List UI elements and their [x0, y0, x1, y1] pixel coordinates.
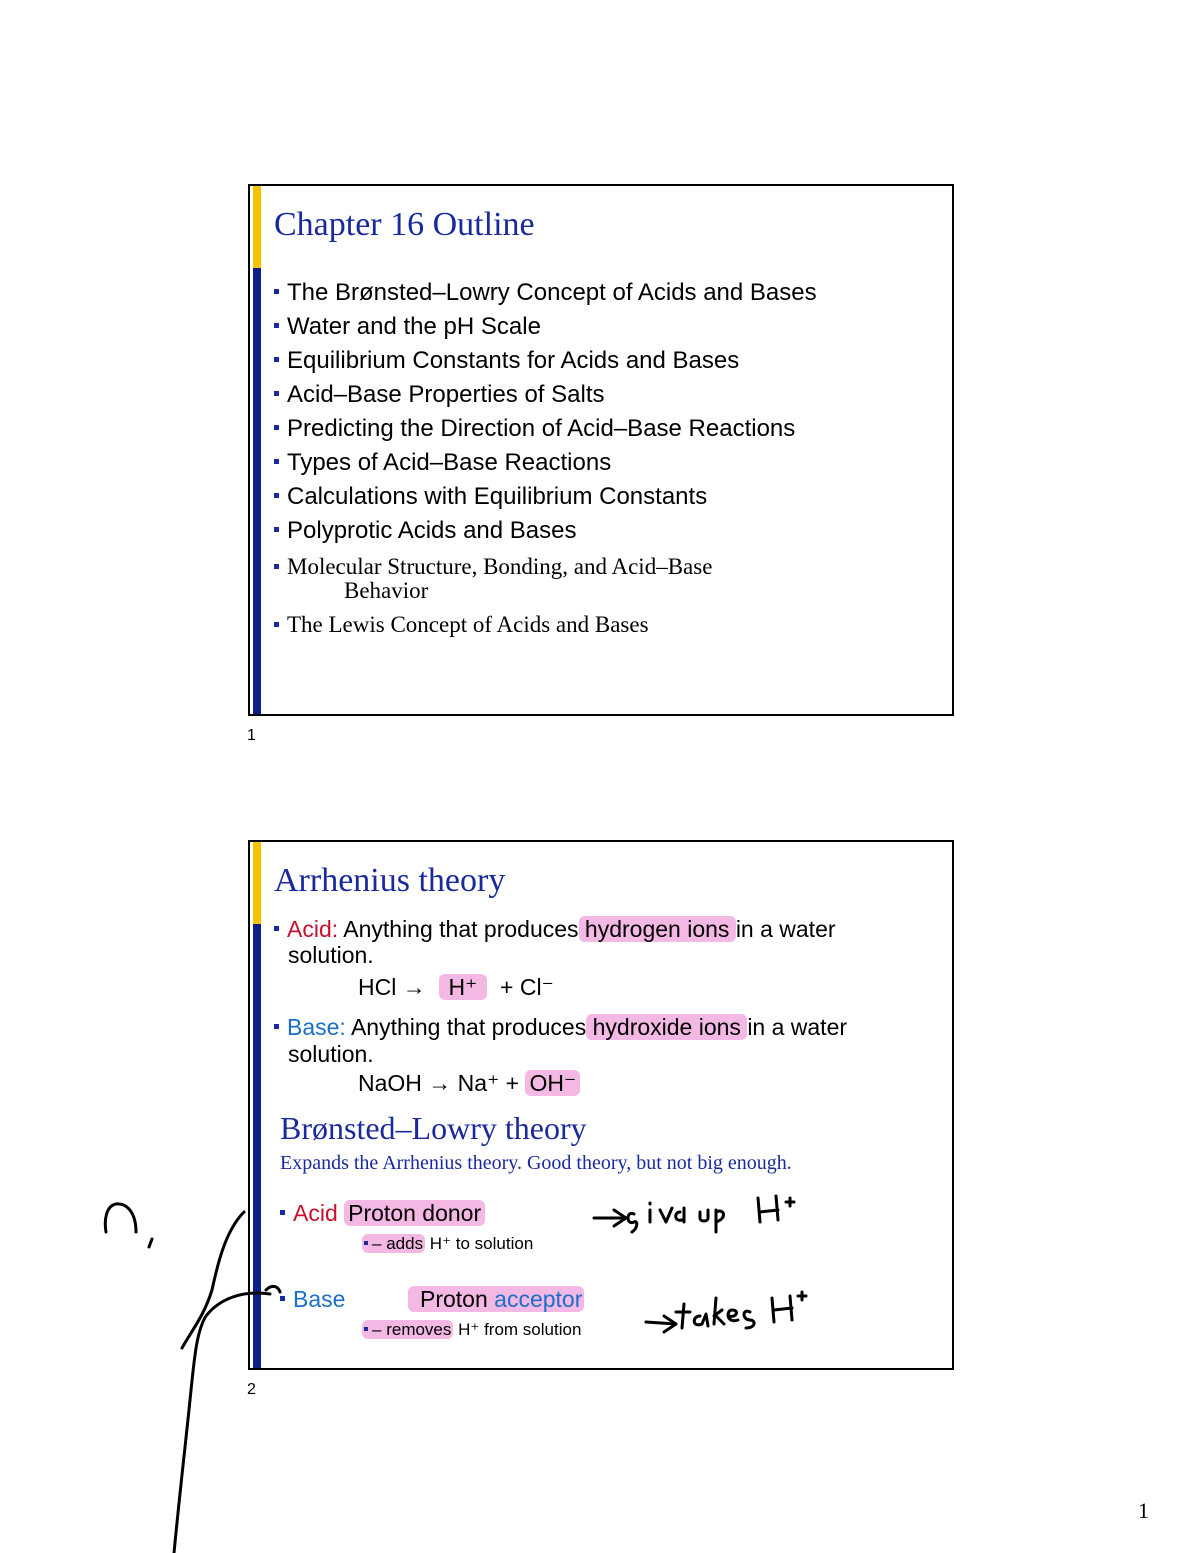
list-item: Molecular Structure, Bonding, and Acid–Base Behavior: [274, 548, 817, 602]
list-item: Polyprotic Acids and Bases: [274, 514, 817, 548]
handwritten-mark: [105, 1204, 136, 1232]
bronsted-lowry-subtitle: Expands the Arrhenius theory. Good theory, but not big enough.: [280, 1152, 792, 1174]
handwritten-line: [174, 1293, 270, 1553]
bl-acid-sub: – adds H⁺ to solution: [362, 1234, 533, 1254]
list-item: Calculations with Equilibrium Constants: [274, 480, 817, 514]
handwritten-line: [182, 1212, 244, 1348]
bl-acid: Acid Proton donor: [280, 1200, 485, 1227]
bl-base-sub: – removes H⁺ from solution: [362, 1320, 581, 1340]
list-item: Predicting the Direction of Acid–Base Reactions: [274, 412, 817, 446]
arrow-icon: [594, 1210, 626, 1226]
handwritten-comma: [149, 1239, 152, 1247]
base-equation: NaOH → Na⁺ + OH⁻: [358, 1070, 580, 1097]
base-definition: Base: Anything that produces hydroxide ions in a water: [274, 1014, 847, 1041]
acid-equation: HCl → H⁺ + Cl⁻: [358, 974, 554, 1000]
slide-2-title: Arrhenius theory: [274, 862, 506, 899]
slide-2-number: 2: [247, 1381, 256, 1398]
base-definition-cont: solution.: [288, 1041, 374, 1067]
list-item: Types of Acid–Base Reactions: [274, 446, 817, 480]
acid-definition: Acid: Anything that produces hydrogen ions in a water: [274, 916, 836, 943]
bl-base: Base: [280, 1286, 345, 1313]
page-number: 1: [1138, 1498, 1149, 1523]
list-item: Water and the pH Scale: [274, 310, 817, 344]
list-item: Acid–Base Properties of Salts: [274, 378, 817, 412]
slide-1-title: Chapter 16 Outline: [274, 206, 535, 243]
arrow-icon: [646, 1316, 676, 1332]
bronsted-lowry-title: Brønsted–Lowry theory: [280, 1110, 587, 1146]
bl-base-definition: Proton acceptor: [408, 1286, 584, 1313]
slide-1-number: 1: [247, 727, 256, 744]
list-item: Equilibrium Constants for Acids and Bases: [274, 344, 817, 378]
list-item: The Brønsted–Lowry Concept of Acids and Bases: [274, 276, 817, 310]
list-item: The Lewis Concept of Acids and Bases: [274, 602, 817, 642]
acid-definition-cont: solution.: [288, 942, 374, 968]
